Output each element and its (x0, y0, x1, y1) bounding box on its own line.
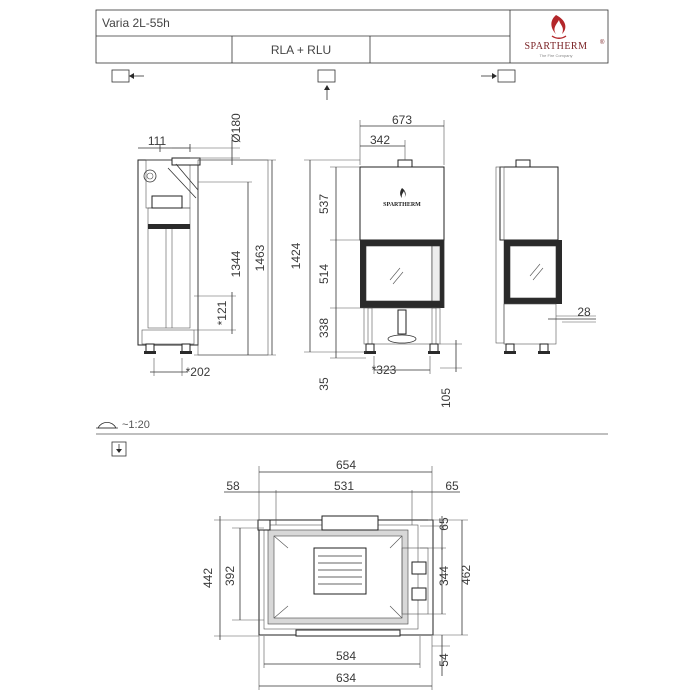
front-view (289, 113, 462, 408)
side-view (138, 113, 276, 379)
dim-glass-height: 514 (317, 263, 331, 285)
dim-right-inner: 65 (437, 517, 451, 531)
front-brand-text: SPARTHERM (383, 202, 421, 208)
plan-view-icon (112, 442, 126, 456)
brand-tagline: The Fire Company (539, 53, 573, 58)
dim-side-offset: 28 (577, 305, 591, 319)
dim-base-width: *323 (371, 363, 397, 377)
dim-front-width: 673 (391, 113, 413, 127)
dim-bottom-offset: 54 (437, 653, 451, 667)
dim-plan-depth-inner: 392 (223, 565, 237, 587)
title-block (96, 10, 608, 63)
registered-mark: ® (600, 40, 605, 46)
dim-side-outer: 462 (459, 564, 473, 586)
dim-left-margin: 58 (226, 479, 240, 493)
dim-height-a: 1344 (229, 250, 243, 278)
view-front-icon (318, 70, 335, 100)
dim-flue-offset: 111 (147, 134, 167, 148)
model-title: Varia 2L-55h (102, 16, 170, 30)
dim-base-depth: *202 (185, 365, 211, 379)
view-right-icon (481, 70, 515, 82)
dim-right-margin: 65 (445, 479, 459, 493)
scale-indicator (96, 419, 150, 431)
dim-bottom-width-b: 634 (335, 671, 357, 685)
scale-label: ~1:20 (122, 419, 150, 431)
variant-label: RLA + RLU (270, 43, 332, 57)
brand-name: SPARTHERM (524, 41, 588, 52)
dim-inner-width: 531 (333, 479, 355, 493)
right-side-view (496, 160, 596, 354)
dim-foot-height: 35 (317, 377, 331, 391)
dim-plan-depth: 442 (201, 567, 215, 589)
dim-height-b: 1463 (253, 244, 267, 272)
dim-total-height: 1424 (289, 242, 303, 270)
spartherm-logo (525, 15, 606, 58)
dim-top-section: 537 (317, 193, 331, 215)
dim-plan-width: 654 (335, 458, 357, 472)
dim-foot-depth: 105 (439, 387, 453, 409)
dim-base-height: 338 (317, 317, 331, 339)
plan-view (201, 458, 473, 690)
dim-side-inner: 344 (437, 565, 451, 587)
dim-bottom-width-a: 584 (335, 649, 357, 663)
dim-flue-diameter: Ø180 (229, 113, 243, 143)
dim-convection-height: *121 (215, 300, 229, 326)
dim-flue-center: 342 (369, 133, 391, 147)
flame-icon (551, 15, 565, 34)
view-left-icon (112, 70, 144, 82)
